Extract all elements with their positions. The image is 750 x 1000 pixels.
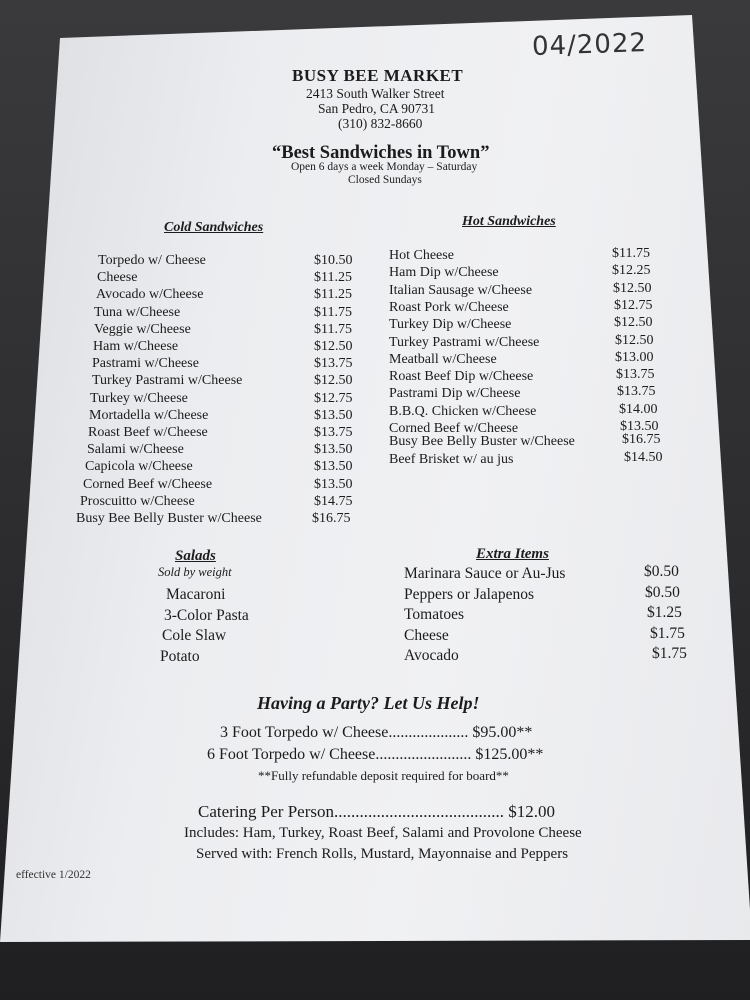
hot-item-name: Beef Brisket w/ au jus (389, 451, 514, 467)
party-deposit-note: **Fully refundable deposit required for board** (258, 768, 509, 783)
cold-item-price: $13.50 (314, 476, 353, 492)
hot-item-price: $13.50 (620, 419, 659, 434)
cold-item-name: Capicola w/Cheese (85, 459, 193, 475)
cold-item-name: Roast Beef w/Cheese (88, 425, 208, 440)
cold-item-price: $13.50 (314, 407, 353, 423)
handwritten-date: 04/2022 (531, 28, 648, 62)
cold-item-price: $13.75 (314, 356, 353, 372)
cold-heading: Cold Sandwiches (164, 220, 264, 235)
effective-date: effective 1/2022 (16, 869, 91, 881)
catering-line: Catering Per Person........................................ $12.00 (198, 802, 555, 821)
store-phone: (310) 832-8660 (338, 116, 423, 131)
cold-item-price: $13.50 (314, 442, 353, 458)
extra-item-price: $0.50 (644, 563, 679, 580)
hot-item-price: $16.75 (622, 432, 661, 448)
hot-item-price: $12.75 (614, 297, 653, 313)
hot-heading: Hot Sandwiches (462, 214, 556, 229)
extra-item-name: Peppers or Jalapenos (404, 585, 534, 603)
cold-item-price: $12.50 (314, 339, 353, 354)
hot-item-name: B.B.Q. Chicken w/Cheese (389, 403, 537, 419)
hot-item-price: $12.25 (612, 263, 651, 279)
extra-item-price: $1.75 (652, 645, 687, 662)
extras-heading: Extra Items (476, 546, 549, 562)
hot-item-name: Hot Cheese (389, 248, 454, 263)
hours: Open 6 days a week Monday – Saturday (291, 161, 478, 173)
cold-item-price: $12.75 (314, 390, 353, 406)
cold-item-name: Mortadella w/Cheese (89, 407, 209, 423)
catering-served: Served with: French Rolls, Mustard, Mayonnaise and Peppers (196, 846, 569, 862)
extra-item-name: Tomatoes (404, 606, 465, 623)
cold-item-price: $13.75 (314, 425, 353, 440)
cold-item-price: $11.75 (314, 321, 352, 337)
salad-item: Potato (160, 647, 200, 665)
cold-item-price: $12.50 (314, 373, 353, 389)
cold-item-name: Busy Bee Belly Buster w/Cheese (76, 511, 262, 526)
hot-item-price: $11.75 (612, 246, 650, 261)
extra-item-name: Cheese (404, 626, 449, 644)
hot-item-price: $14.00 (619, 401, 658, 417)
hot-item-name: Busy Bee Belly Buster w/Cheese (389, 434, 575, 450)
cold-item-price: $11.25 (314, 270, 352, 286)
hot-item-price: $12.50 (615, 332, 654, 348)
cold-item-name: Torpedo w/ Cheese (98, 253, 206, 268)
party-line-3ft: 3 Foot Torpedo w/ Cheese.................... $95.00** (220, 724, 533, 741)
hot-item-name: Turkey Pastrami w/Cheese (389, 334, 540, 350)
hot-item-price: $12.50 (613, 280, 652, 296)
hot-item-price: $14.50 (624, 449, 663, 465)
extra-item-price: $0.50 (645, 583, 680, 601)
hot-item-name: Italian Sausage w/Cheese (389, 282, 533, 298)
hot-item-name: Ham Dip w/Cheese (389, 265, 499, 281)
salads-note: Sold by weight (158, 565, 232, 579)
hot-item-name: Pastrami Dip w/Cheese (389, 386, 521, 402)
cold-item-name: Turkey Pastrami w/Cheese (92, 373, 243, 389)
cold-item-price: $11.75 (314, 304, 352, 320)
hot-item-name: Turkey Dip w/Cheese (389, 317, 512, 333)
cold-item-name: Avocado w/Cheese (96, 287, 204, 303)
hot-item-price: $13.75 (616, 367, 655, 383)
cold-item-name: Salami w/Cheese (87, 442, 184, 458)
cold-item-price: $16.75 (312, 511, 351, 526)
hot-item-name: Meatball w/Cheese (389, 351, 497, 367)
cold-item-name: Ham w/Cheese (93, 339, 179, 354)
salad-item: Cole Slaw (162, 627, 227, 644)
extra-item-price: $1.75 (650, 624, 685, 642)
slogan: “Best Sandwiches in Town” (272, 143, 490, 163)
closed-note: Closed Sundays (348, 174, 422, 186)
hot-item-price: $12.50 (614, 315, 653, 331)
extra-item-name: Marinara Sauce or Au-Jus (404, 565, 566, 582)
cold-item-price: $11.25 (314, 287, 352, 303)
salad-item: Macaroni (166, 586, 226, 603)
hot-item-name: Corned Beef w/Cheese (389, 421, 519, 436)
cold-item-price: $13.50 (314, 459, 353, 475)
store-city: San Pedro, CA 90731 (318, 101, 436, 116)
cold-item-name: Proscuitto w/Cheese (80, 493, 195, 509)
store-street: 2413 South Walker Street (306, 86, 445, 101)
cold-item-name: Tuna w/Cheese (94, 304, 181, 320)
hot-item-name: Roast Beef Dip w/Cheese (389, 369, 534, 385)
cold-item-name: Cheese (97, 270, 138, 286)
catering-includes: Includes: Ham, Turkey, Roast Beef, Salami and Provolone Cheese (184, 825, 582, 841)
hot-item-price: $13.00 (615, 349, 654, 365)
party-heading: Having a Party? Let Us Help! (257, 693, 480, 713)
party-line-6ft: 6 Foot Torpedo w/ Cheese........................ $125.00** (207, 746, 544, 763)
cold-item-name: Corned Beef w/Cheese (83, 476, 213, 492)
cold-item-price: $10.50 (314, 253, 353, 268)
cold-item-name: Pastrami w/Cheese (92, 356, 199, 372)
cold-item-name: Veggie w/Cheese (94, 321, 191, 337)
hot-item-price: $13.75 (617, 384, 656, 400)
cold-item-name: Turkey w/Cheese (90, 390, 188, 406)
extra-item-name: Avocado (404, 647, 459, 664)
hot-item-name: Roast Pork w/Cheese (389, 299, 509, 315)
extra-item-price: $1.25 (647, 604, 682, 621)
salads-heading: Salads (175, 548, 216, 564)
salad-item: 3-Color Pasta (164, 606, 249, 624)
store-name: BUSY BEE MARKET (292, 66, 464, 85)
cold-item-price: $14.75 (314, 493, 353, 509)
